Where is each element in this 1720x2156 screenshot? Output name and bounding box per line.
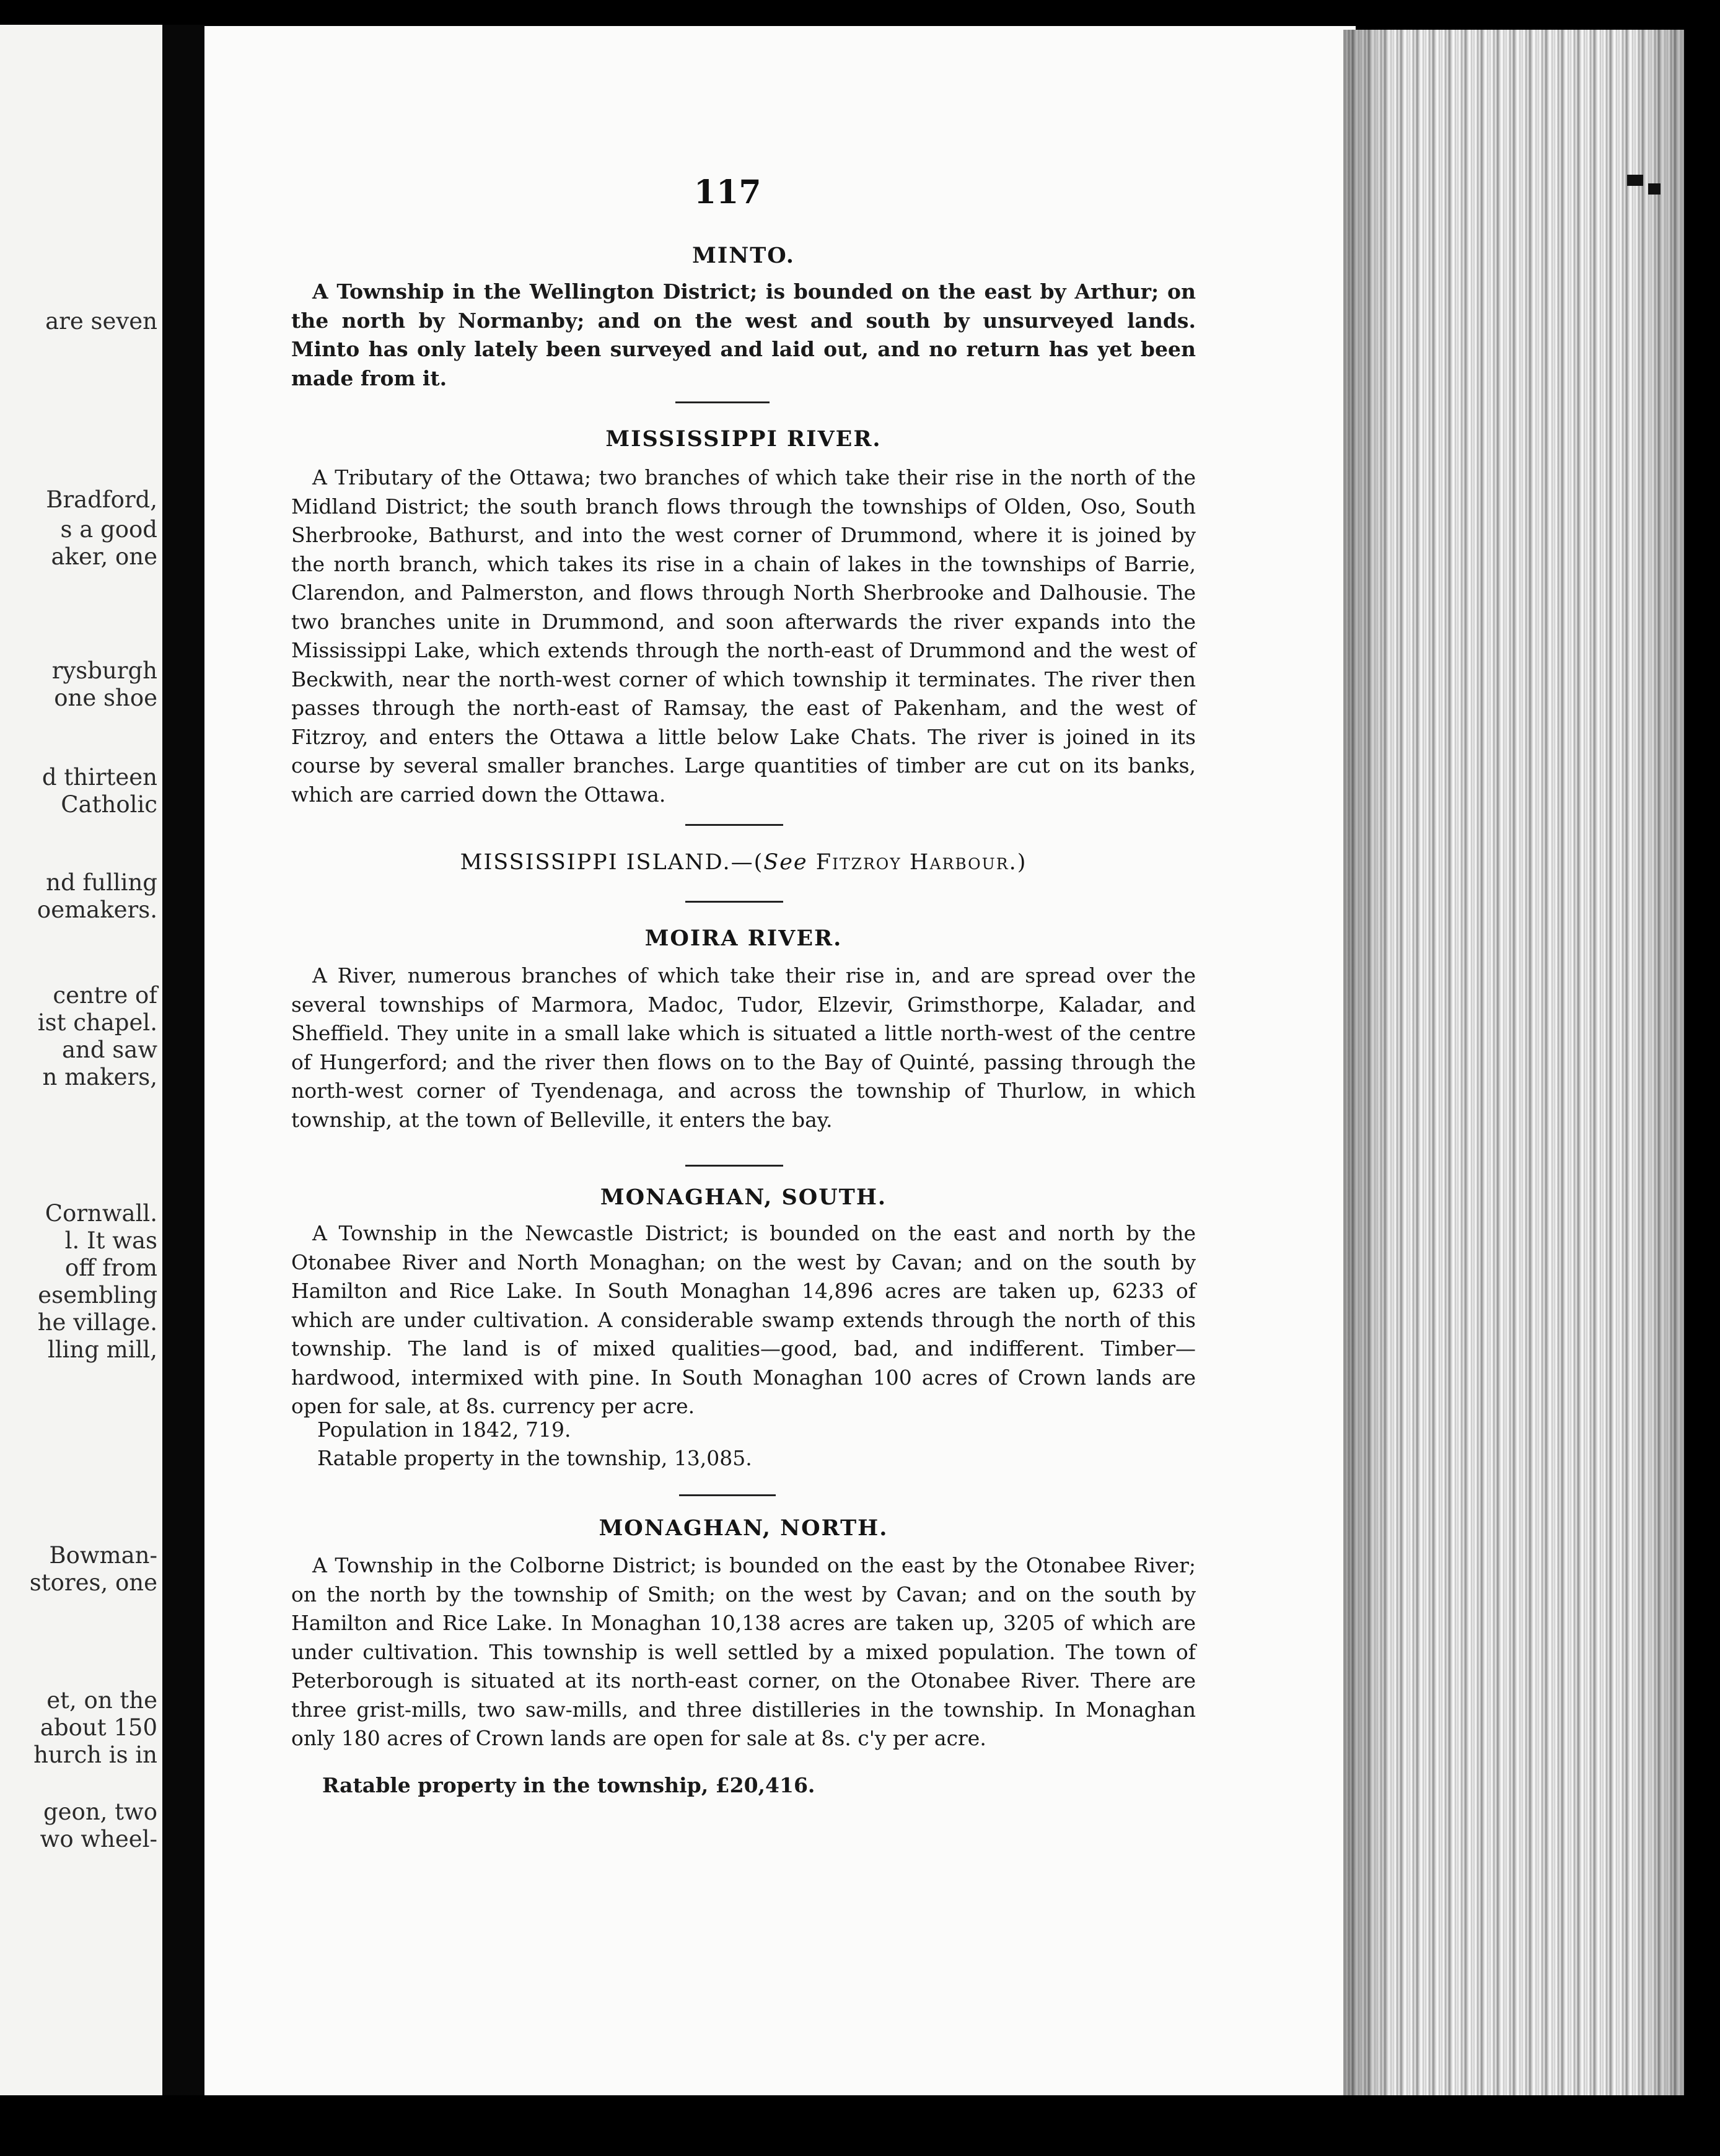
left-page-line: rysburgh (51, 657, 157, 684)
section-divider (685, 901, 783, 903)
entry-title-mississippi-island (291, 850, 1196, 875)
left-page-line: Bowman- (49, 1542, 157, 1569)
left-page-line: Bradford, (46, 486, 157, 513)
left-page-line: ist chapel. (37, 1009, 157, 1036)
entry-title-mississippi-river: MISSISSIPPI RIVER. (605, 426, 882, 452)
section-divider (685, 824, 783, 826)
left-page-line: about 150 (40, 1714, 157, 1741)
left-page-line: aker, one (51, 543, 157, 570)
left-page-line: Catholic (61, 791, 157, 818)
entry-body-mississippi-river: A Tributary of the Ottawa; two branches of which take their rise in the north of the Midland District; the south branch flows through the townships of Olden, Oso, South Sherbrooke, Bathurst, and into the west corner of Drummond, where it is joined by the north branch, which takes its rise in a chain of lakes in the townships of Barrie, Clarendon, and Palmerston, and flows through North Sherbrooke and Dalhousie. The two branches unite in Drummond, and soon afterwards the river expands into the Mississippi Lake, which extends through the north-east of Drummond and the west of Beckwith, near the north-west corner of which township it terminates. The river then passes through the north-east of Ramsay, the east of Pakenham, and the west of Fitzroy, and enters the Ottawa a little below Lake Chats. The river is joined in its course by several smaller branches. Large quantities of timber are cut on its banks, which are carried down the Ottawa. (291, 465, 1196, 807)
left-page-line: et, on the (46, 1687, 157, 1714)
left-page-line: l. It was (64, 1227, 157, 1254)
mississippi-island-title: MISSISSIPPI ISLAND.—( (460, 850, 764, 875)
cross-reference-fitzroy-harbour: Fitzroy Harbour (815, 850, 1009, 875)
scan-border (0, 2095, 1720, 2156)
entry-body-minto: A Township in the Wellington District; is bounded on the east by Arthur; on the north by Normanby; and on the west and south by unsurveyed lands. Minto has only lately been surveyed and laid out, and no return has yet been made from it. (291, 279, 1196, 390)
cross-reference-close: .) (1009, 850, 1027, 875)
ratable-property-monaghan-south: Ratable property in the township, 13,085. (317, 1446, 752, 1470)
left-page-line: d thirteen (42, 764, 157, 791)
entry-title-moira-river: MOIRA RIVER. (644, 926, 843, 951)
book-gutter (162, 25, 204, 2156)
edge-mark (1648, 183, 1661, 195)
entry-body-monaghan-north: A Township in the Colborne District; is bounded on the east by the Otonabee River; on the north by the township of Smith; on the west by Cavan; and on the south by Hamilton and Rice Lake. In Monaghan 10,138 acres are taken up, 3205 of which are under cultivation. This township is well settled by a mixed population. The town of Peterborough is situated at its north-east corner, on the Otonabee River. There are three grist-mills, two saw-mills, and three distilleries in the township. In Monaghan only 180 acres of Crown lands are open for sale at 8s. c'y per acre. (291, 1553, 1196, 1750)
page-edges-shade (1343, 30, 1684, 2099)
page-number: 117 (694, 173, 761, 211)
left-page-line: nd fulling (46, 869, 157, 896)
left-page-line: wo wheel- (40, 1826, 157, 1852)
left-page-line: he village. (37, 1309, 157, 1336)
section-divider (679, 1494, 776, 1496)
left-facing-page (0, 25, 162, 2156)
left-page-line: centre of (53, 982, 157, 1009)
left-page-line: oemakers. (37, 896, 157, 923)
see-reference-label: See (763, 850, 808, 875)
section-divider (675, 401, 770, 403)
edge-mark (1627, 175, 1643, 186)
left-page-line: one shoe (54, 685, 157, 711)
left-page-line: n makers, (42, 1064, 157, 1090)
left-page-line: esembling (38, 1282, 157, 1308)
left-page-line: stores, one (29, 1569, 157, 1596)
ratable-property-monaghan-north: Ratable property in the township, £20,416. (322, 1773, 815, 1797)
left-page-line: off from (64, 1255, 157, 1281)
left-page-line: lling mill, (47, 1336, 157, 1363)
population-monaghan-south: Population in 1842, 719. (317, 1418, 571, 1442)
left-page-line: geon, two (43, 1799, 157, 1825)
left-page-line: Cornwall. (45, 1200, 157, 1227)
section-divider (685, 1165, 783, 1167)
entry-body-moira-river: A River, numerous branches of which take their rise in, and are spread over the several townships of Marmora, Madoc, Tudor, Elzevir, Grimsthorpe, Kaladar, and Sheffield. They unite in a small lake which is situated a little north-west of the centre of Hungerford; and the river then flows on to the Bay of Quinté, passing through the north-west corner of Tyendenaga, and across the township of Thurlow, in which township, at the town of Belleville, it enters the bay. (291, 963, 1196, 1132)
entry-body-monaghan-south: A Township in the Newcastle District; is bounded on the east and north by the Otonabee River and North Monaghan; on the west by Cavan; and on the south by Hamilton and Rice Lake. In South Monaghan 14,896 acres are taken up, 6233 of which are under cultivation. A considerable swamp extends through the north of this township. The land is of mixed qualities—good, bad, and indifferent. Timber—hardwood, intermixed with pine. In South Monaghan 100 acres of Crown lands are open for sale, at 8s. currency per acre. (291, 1221, 1196, 1418)
left-page-line: hurch is in (33, 1742, 157, 1768)
entry-title-monaghan-south: MONAGHAN, SOUTH. (600, 1185, 887, 1210)
entry-title-monaghan-north: MONAGHAN, NORTH. (599, 1515, 889, 1541)
left-page-line: and saw (61, 1036, 157, 1063)
entry-title-minto: MINTO. (692, 243, 795, 268)
left-page-line: s a good (60, 516, 157, 543)
left-page-line: are seven (45, 308, 157, 335)
